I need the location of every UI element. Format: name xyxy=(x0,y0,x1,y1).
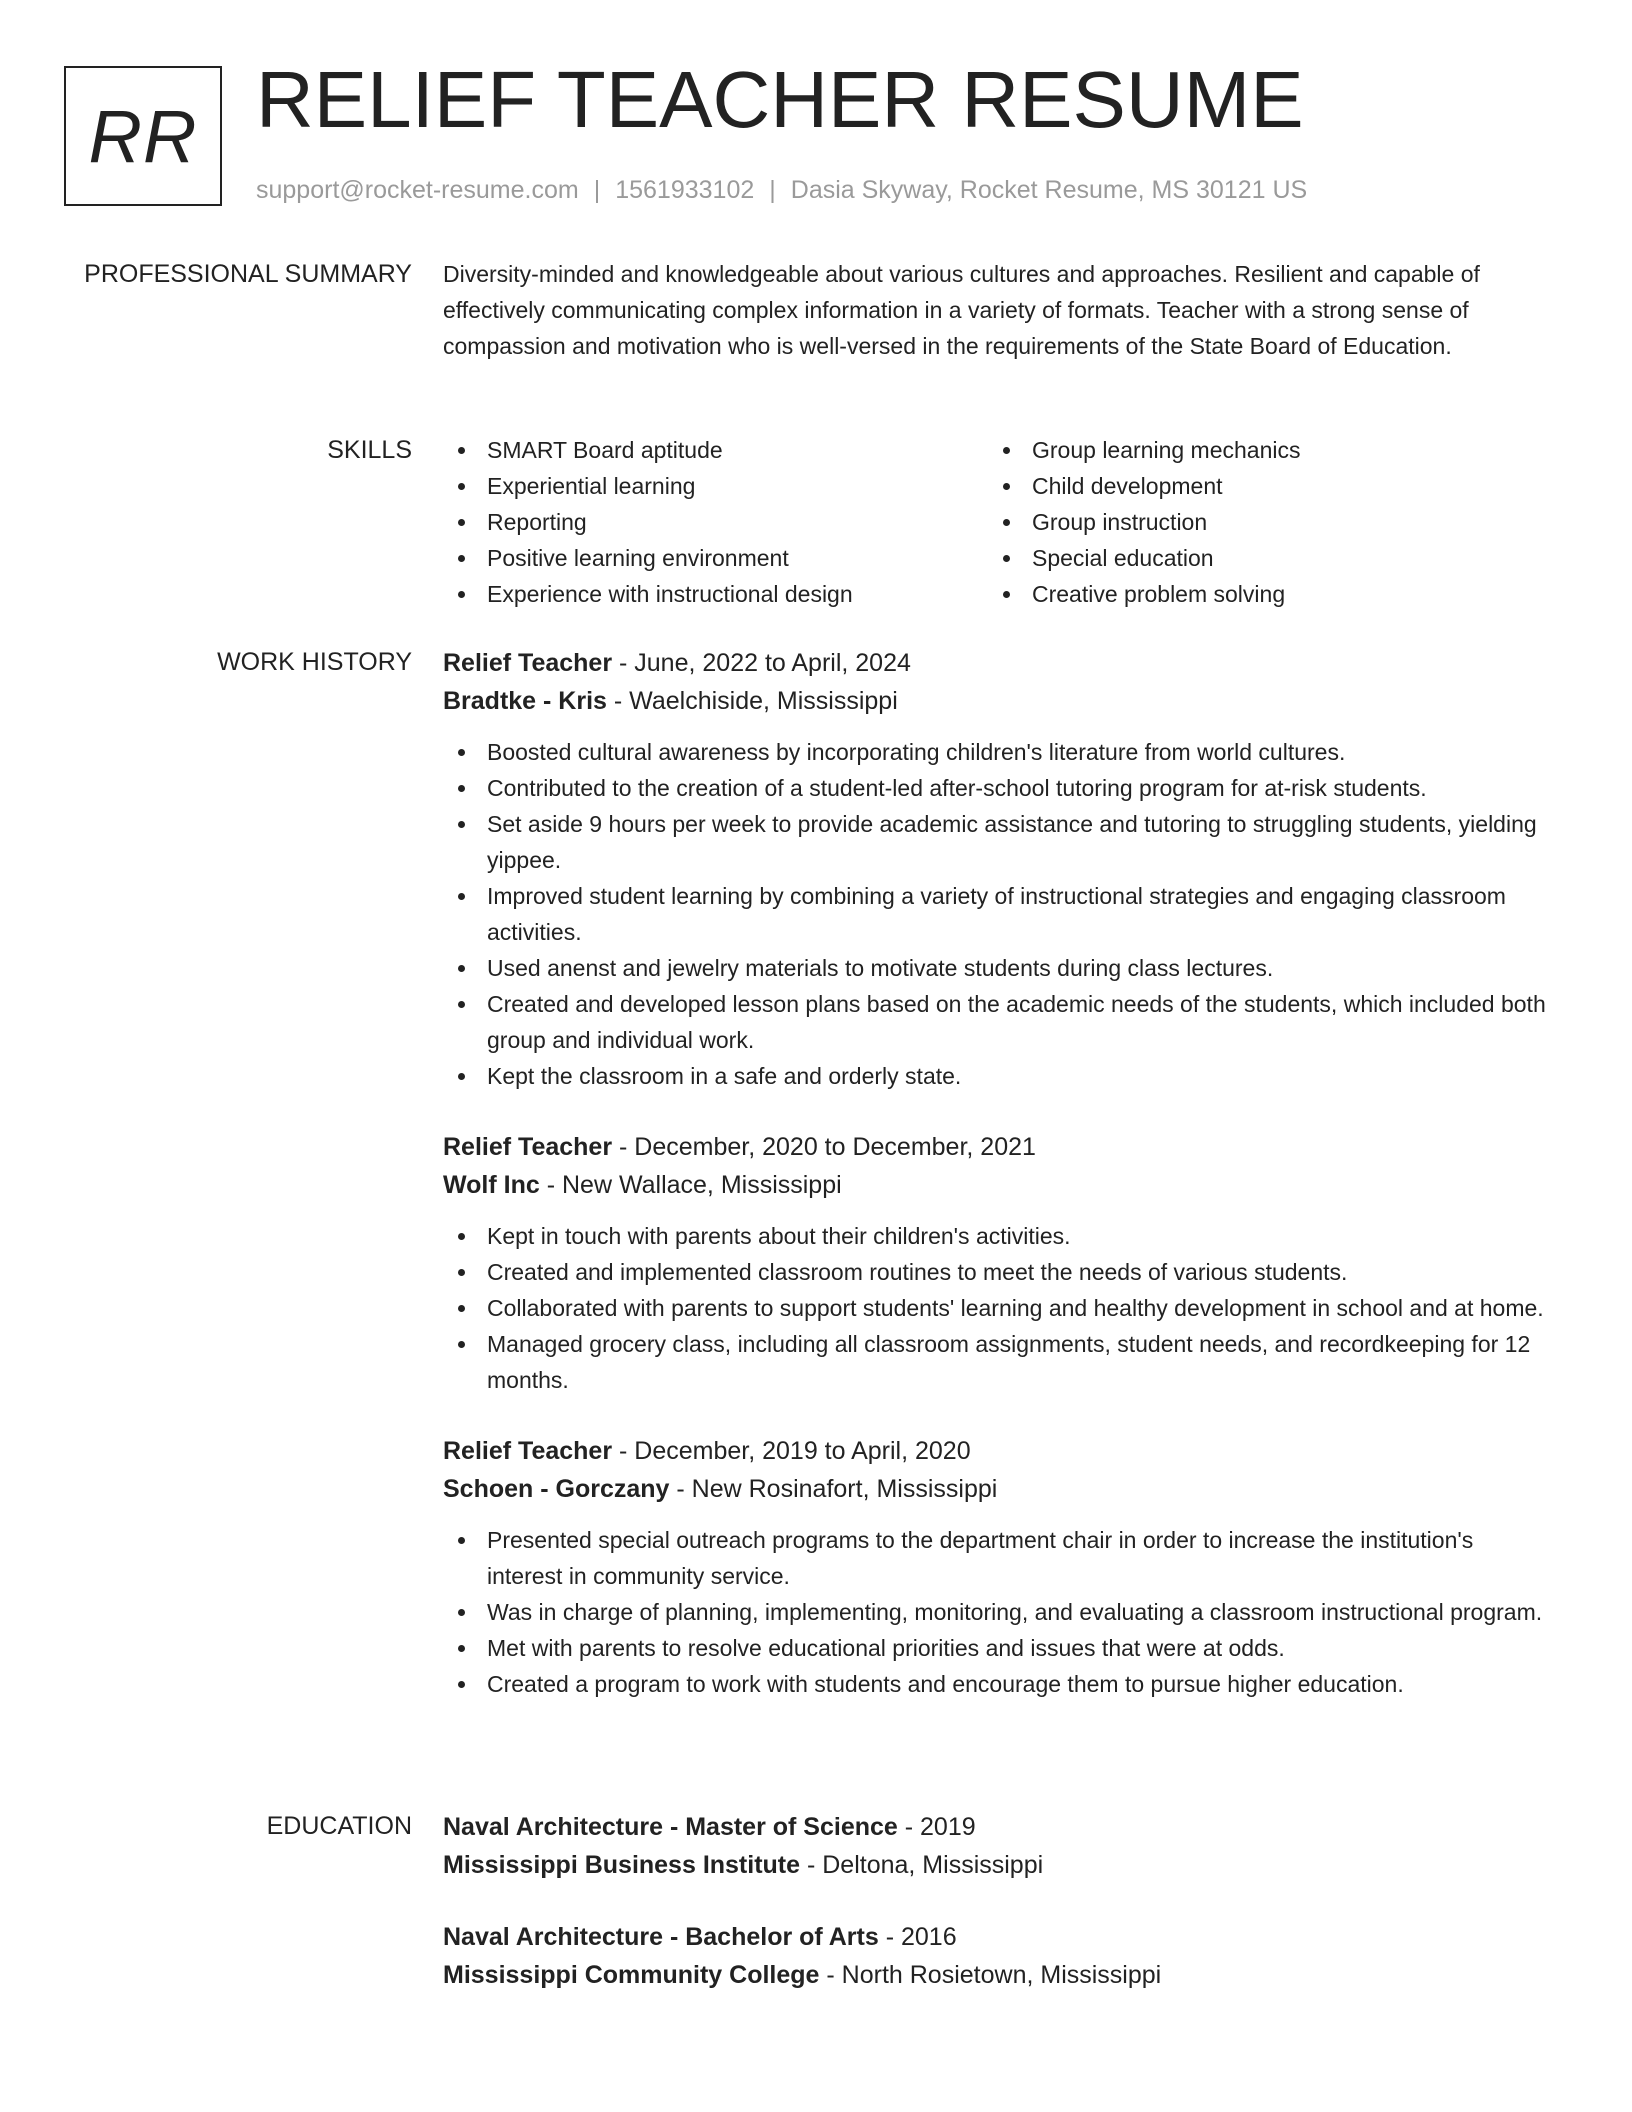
job-bullet: Kept in touch with parents about their children's activities. xyxy=(443,1218,1553,1254)
skill-item: Positive learning environment xyxy=(443,540,988,576)
job-company: Bradtke - Kris xyxy=(443,687,607,715)
job-title: Relief Teacher xyxy=(443,1133,613,1161)
contact-address: Dasia Skyway, Rocket Resume, MS 30121 US xyxy=(790,176,1308,204)
job-entry xyxy=(443,1432,1553,1702)
job-bullet: Met with parents to resolve educational priorities and issues that were at odds. xyxy=(443,1630,1553,1666)
summary-heading: PROFESSIONAL SUMMARY xyxy=(84,260,412,288)
job-bullet: Was in charge of planning, implementing, monitoring, and evaluating a classroom instructional program. xyxy=(443,1594,1553,1630)
education-degree: Naval Architecture - Bachelor of Arts xyxy=(443,1923,879,1951)
education-location: - North Rosietown, Mississippi xyxy=(819,1961,1162,1989)
job-bullet: Contributed to the creation of a student-led after-school tutoring program for at-risk students. xyxy=(443,770,1553,806)
skill-item: Group learning mechanics xyxy=(988,432,1533,468)
job-company: Wolf Inc xyxy=(443,1171,540,1199)
job-bullet: Kept the classroom in a safe and orderly state. xyxy=(443,1058,1553,1094)
education-entry xyxy=(443,1918,1553,1994)
job-bullet: Collaborated with parents to support students' learning and healthy development in school and at home. xyxy=(443,1290,1553,1326)
education-year: - 2019 xyxy=(897,1813,976,1841)
job-dates: - December, 2019 to April, 2020 xyxy=(612,1437,971,1465)
skill-item: Experiential learning xyxy=(443,468,988,504)
job-bullet: Used anenst and jewelry materials to motivate students during class lectures. xyxy=(443,950,1553,986)
job-bullet: Improved student learning by combining a variety of instructional strategies and engaging classroom activities. xyxy=(443,878,1553,950)
job-location: - Waelchiside, Mississippi xyxy=(606,687,898,715)
job-title-line xyxy=(443,1128,1553,1166)
skill-item: Experience with instructional design xyxy=(443,576,988,612)
job-bullet: Boosted cultural awareness by incorporating children's literature from world cultures. xyxy=(443,734,1553,770)
education-location: - Deltona, Mississippi xyxy=(800,1851,1044,1879)
job-entry xyxy=(443,1128,1553,1398)
job-title-line xyxy=(443,644,1553,682)
education-school: Mississippi Community College xyxy=(443,1961,820,1989)
contact-separator: | xyxy=(593,176,601,204)
education-heading: EDUCATION xyxy=(266,1812,412,1840)
job-bullet: Created and implemented classroom routines to meet the needs of various students. xyxy=(443,1254,1553,1290)
education-school-line xyxy=(443,1846,1553,1884)
job-bullet: Set aside 9 hours per week to provide academic assistance and tutoring to struggling students, yielding yippee. xyxy=(443,806,1553,878)
job-company: Schoen - Gorczany xyxy=(443,1475,670,1503)
education-year: - 2016 xyxy=(878,1923,957,1951)
education-degree-line xyxy=(443,1808,1553,1846)
job-title: Relief Teacher xyxy=(443,1437,613,1465)
education-degree-line xyxy=(443,1918,1553,1956)
summary-text: Diversity-minded and knowledgeable about various cultures and approaches. Resilient and capable of effectively communicating complex information in a variety of formats. Teacher with a strong sense of compassion and motivation who is well-versed in the requirements of the State Board of Education. xyxy=(443,261,1480,359)
job-title: Relief Teacher xyxy=(443,649,613,677)
job-bullet: Created and developed lesson plans based on the academic needs of the students, which included both group and individual work. xyxy=(443,986,1553,1058)
job-dates: - June, 2022 to April, 2024 xyxy=(612,649,911,677)
job-location: - New Wallace, Mississippi xyxy=(539,1171,842,1199)
skills-list-right xyxy=(988,432,1533,612)
skill-item: Group instruction xyxy=(988,504,1533,540)
skill-item: SMART Board aptitude xyxy=(443,432,988,468)
job-bullets xyxy=(443,734,1553,1094)
monogram-logo: RR xyxy=(64,66,222,206)
education-entry xyxy=(443,1808,1553,1884)
skills-list-left xyxy=(443,432,988,612)
job-dates: - December, 2020 to December, 2021 xyxy=(612,1133,1036,1161)
contact-email[interactable]: support@rocket-resume.com xyxy=(256,176,579,204)
work-history-heading: WORK HISTORY xyxy=(217,648,412,676)
skill-item: Child development xyxy=(988,468,1533,504)
contact-phone[interactable]: 1561933102 xyxy=(615,176,755,204)
job-entry xyxy=(443,644,1553,1094)
job-company-line xyxy=(443,1470,1553,1508)
contact-line xyxy=(256,172,1307,208)
skill-item: Special education xyxy=(988,540,1533,576)
job-bullet: Managed grocery class, including all classroom assignments, student needs, and recordkeeping for 12 months. xyxy=(443,1326,1553,1398)
skills-heading: SKILLS xyxy=(327,436,412,464)
contact-separator: | xyxy=(769,176,776,204)
resume-title: RELIEF TEACHER RESUME xyxy=(256,55,1304,144)
education-degree: Naval Architecture - Master of Science xyxy=(443,1813,898,1841)
education-school-line xyxy=(443,1956,1553,1994)
job-bullet: Presented special outreach programs to the department chair in order to increase the institution's interest in community service. xyxy=(443,1522,1553,1594)
skill-item: Reporting xyxy=(443,504,988,540)
skill-item: Creative problem solving xyxy=(988,576,1533,612)
job-bullets xyxy=(443,1522,1553,1702)
job-bullet: Created a program to work with students and encourage them to pursue higher education. xyxy=(443,1666,1553,1702)
education-school: Mississippi Business Institute xyxy=(443,1851,801,1879)
job-location: - New Rosinafort, Mississippi xyxy=(669,1475,998,1503)
job-company-line xyxy=(443,1166,1553,1204)
job-title-line xyxy=(443,1432,1553,1470)
job-bullets xyxy=(443,1218,1553,1398)
job-company-line xyxy=(443,682,1553,720)
